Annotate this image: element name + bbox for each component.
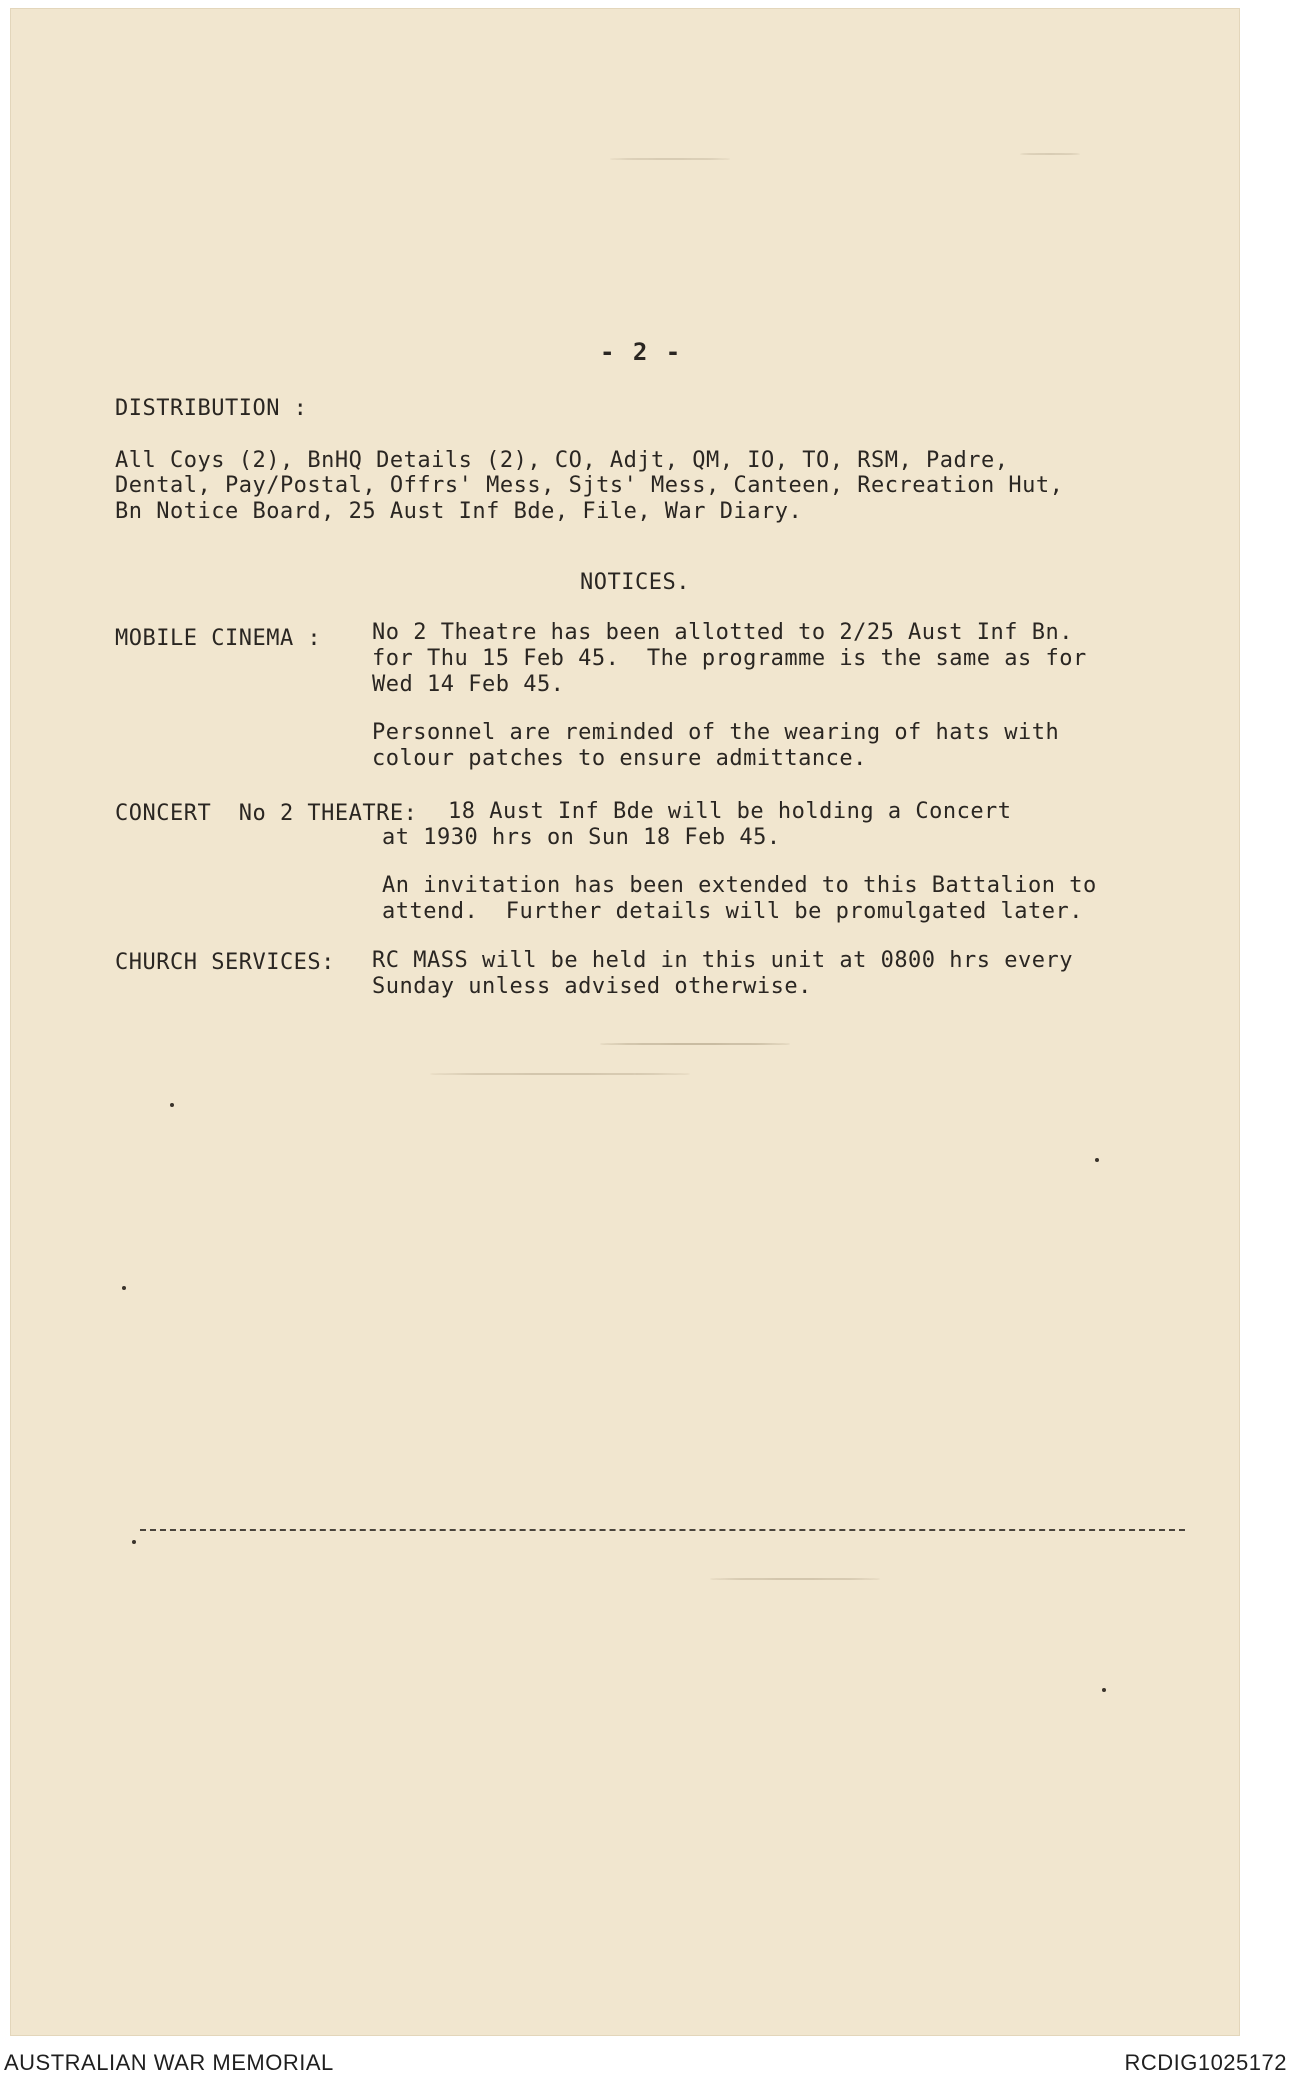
distribution-line: Dental, Pay/Postal, Offrs' Mess, Sjts' Mess, Canteen, Recreation Hut, [115, 473, 1064, 498]
notices-title: NOTICES. [580, 570, 690, 595]
notice-label-church-services: CHURCH SERVICES: [115, 950, 335, 975]
notice-text: RC MASS will be held in this unit at 0800 hrs every [372, 948, 1074, 973]
notice-text: at 1930 hrs on Sun 18 Feb 45. [382, 825, 781, 850]
ink-speck [122, 1286, 126, 1290]
notice-text: Sunday unless advised otherwise. [372, 974, 812, 999]
archive-footer [0, 2044, 1305, 2082]
footer-record-id: RCDIG1025172 [1124, 2050, 1287, 2075]
notice-text: attend. Further details will be promulgated later. [382, 899, 1084, 924]
bleed-mark [600, 1043, 790, 1045]
bleed-mark [430, 1073, 690, 1075]
notice-text: An invitation has been extended to this Battalion to [382, 873, 1097, 898]
notice-text: 18 Aust Inf Bde will be holding a Concert [448, 799, 1012, 824]
page-number: - 2 - [600, 338, 683, 366]
distribution-line: Bn Notice Board, 25 Aust Inf Bde, File, War Diary. [115, 499, 803, 524]
bleed-mark [1020, 153, 1080, 155]
notice-text: No 2 Theatre has been allotted to 2/25 Aust Inf Bn. [372, 620, 1074, 645]
distribution-heading: DISTRIBUTION : [115, 396, 308, 421]
ink-speck [1102, 1688, 1106, 1692]
notice-label-concert: CONCERT No 2 THEATRE: [115, 801, 418, 826]
notice-text: for Thu 15 Feb 45. The programme is the same as for [372, 646, 1087, 671]
footer-institution: AUSTRALIAN WAR MEMORIAL [4, 2050, 334, 2075]
bleed-mark [710, 1578, 880, 1580]
notice-text: colour patches to ensure admittance. [372, 746, 867, 771]
notice-label-mobile-cinema: MOBILE CINEMA : [115, 626, 322, 651]
notice-text: Personnel are reminded of the wearing of hats with [372, 720, 1060, 745]
ink-speck [170, 1103, 174, 1107]
distribution-line: All Coys (2), BnHQ Details (2), CO, Adjt, QM, IO, TO, RSM, Padre, [115, 448, 1009, 473]
notice-text: Wed 14 Feb 45. [372, 672, 565, 697]
bleed-mark [610, 158, 730, 160]
dashed-rule [140, 1529, 1185, 1531]
ink-speck [1095, 1158, 1099, 1162]
ink-speck [132, 1540, 136, 1544]
document-page [10, 8, 1240, 2036]
